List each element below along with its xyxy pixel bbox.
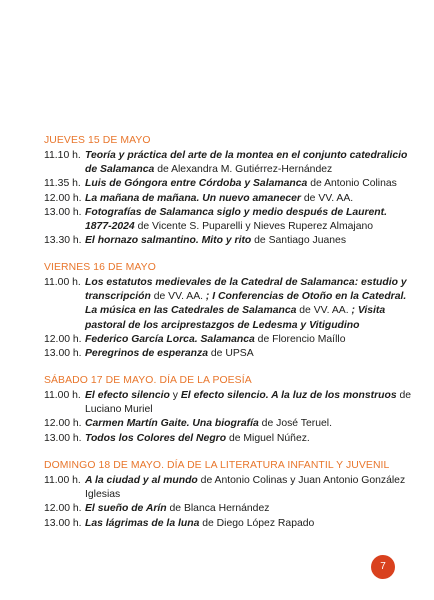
event-text xyxy=(82,149,416,177)
event-time: 13.00 h. xyxy=(44,432,82,444)
event-time: 11.00 h. xyxy=(44,475,81,486)
event-text xyxy=(82,417,416,431)
event-title: Luis de Góngora entre Córdoba y Salamanca xyxy=(85,178,308,190)
event-row xyxy=(44,502,416,516)
event-text xyxy=(82,206,416,234)
event-row xyxy=(44,347,416,361)
event-text xyxy=(82,192,416,206)
day-heading: SÁBADO 17 DE MAYO. DÍA DE LA POESÍA xyxy=(44,375,252,386)
event-text xyxy=(82,276,416,333)
event-time: 11.10 h. xyxy=(44,150,81,161)
event-author: de Vicente S. Puparelli y Nieves Ruperez Almajano xyxy=(134,221,374,233)
event-row xyxy=(44,177,416,191)
day-heading: DOMINGO 18 DE MAYO. DÍA DE LA LITERATURA INFANTIL Y JUVENIL xyxy=(44,460,390,471)
event-text xyxy=(82,333,416,347)
event-text xyxy=(82,347,416,361)
event-author: de Antonio Colinas y Juan Antonio González Iglesias xyxy=(85,475,406,501)
event-title: Las lágrimas de la luna xyxy=(85,517,200,529)
event-row xyxy=(44,333,416,347)
event-row xyxy=(44,276,416,333)
event-text xyxy=(82,234,416,248)
event-text xyxy=(82,517,416,531)
event-row xyxy=(44,206,416,234)
event-author: de Florencio Maíllo xyxy=(254,333,346,345)
event-title: Todos los Colores del Negro xyxy=(85,432,227,444)
event-author: de Santiago Juanes xyxy=(251,235,347,247)
event-title: Los estatutos medievales de la Catedral de Salamanca: estudio y transcripción xyxy=(85,277,407,303)
event-author: de VV. AA. xyxy=(300,192,354,204)
event-title: ; I Conferencias de Otoño en la Catedral. La música en las Catedrales de Salamanca xyxy=(85,291,407,317)
event-author: y xyxy=(169,390,181,401)
day-heading: VIERNES 16 DE MAYO xyxy=(44,262,156,273)
event-title: ; Visita pastoral de los arciprestazgos de Ledesma y Vitigudino xyxy=(85,305,386,331)
event-title: La mañana de mañana. Un nuevo amanecer xyxy=(85,192,301,204)
event-time: 13.00 h. xyxy=(44,517,82,529)
event-time: 11.00 h. xyxy=(44,277,81,288)
event-author: de Blanca Hernández xyxy=(166,503,270,515)
event-time: 12.00 h. xyxy=(44,192,82,204)
event-time: 11.35 h. xyxy=(44,178,81,190)
event-author: de UPSA xyxy=(208,348,254,360)
event-author: de VV. AA. xyxy=(150,291,206,303)
event-row xyxy=(44,192,416,206)
event-row xyxy=(44,234,416,248)
day-section-thursday xyxy=(44,134,416,248)
event-author: de VV. AA. xyxy=(296,305,352,317)
event-row xyxy=(44,432,416,446)
event-title: Peregrinos de esperanza xyxy=(85,348,209,360)
event-author: de José Teruel. xyxy=(258,418,332,430)
event-time: 13.00 h. xyxy=(44,348,82,360)
event-author: de Miguel Núñez. xyxy=(226,432,310,444)
event-time: 12.00 h. xyxy=(44,333,82,345)
event-title: A la ciudad y al mundo xyxy=(85,475,198,486)
event-text xyxy=(82,432,416,446)
event-title: Federico García Lorca. Salamanca xyxy=(85,333,255,345)
event-text xyxy=(82,474,416,502)
event-time: 13.00 h. xyxy=(44,206,82,218)
event-text xyxy=(82,177,416,191)
event-row xyxy=(44,149,416,177)
event-title: El sueño de Arín xyxy=(85,503,167,515)
event-time: 12.00 h. xyxy=(44,418,82,430)
event-title: Carmen Martín Gaite. Una biografía xyxy=(85,418,259,430)
event-title: El efecto silencio. A la luz de los monstruos xyxy=(180,390,397,401)
event-text xyxy=(82,502,416,516)
event-title: Fotografías de Salamanca siglo y medio después de Laurent. 1877-2024 xyxy=(85,206,387,233)
event-title: El efecto silencio xyxy=(85,390,170,401)
event-time: 13.30 h. xyxy=(44,235,82,247)
event-author: de Diego López Rapado xyxy=(199,517,315,529)
event-row xyxy=(44,389,416,417)
event-time: 12.00 h. xyxy=(44,503,82,515)
day-section-saturday xyxy=(44,374,416,446)
event-time: 11.00 h. xyxy=(44,390,81,401)
event-row xyxy=(44,517,416,531)
day-section-sunday xyxy=(44,459,416,531)
event-title: El hornazo salmantino. Mito y rito xyxy=(85,235,252,247)
day-heading: JUEVES 15 DE MAYO xyxy=(44,135,151,146)
page-number-badge: 7 xyxy=(371,555,395,579)
event-author: de Antonio Colinas xyxy=(307,178,397,190)
event-author: de Alexandra M. Gutiérrez-Hernández xyxy=(154,164,333,176)
event-title: Teoría y práctica del arte de la montea en el conjunto catedralicio de Salamanca xyxy=(85,150,408,176)
event-text xyxy=(82,389,416,417)
event-row xyxy=(44,474,416,502)
event-author: de Luciano Muriel xyxy=(85,390,412,416)
day-section-friday xyxy=(44,261,416,361)
event-row xyxy=(44,417,416,431)
